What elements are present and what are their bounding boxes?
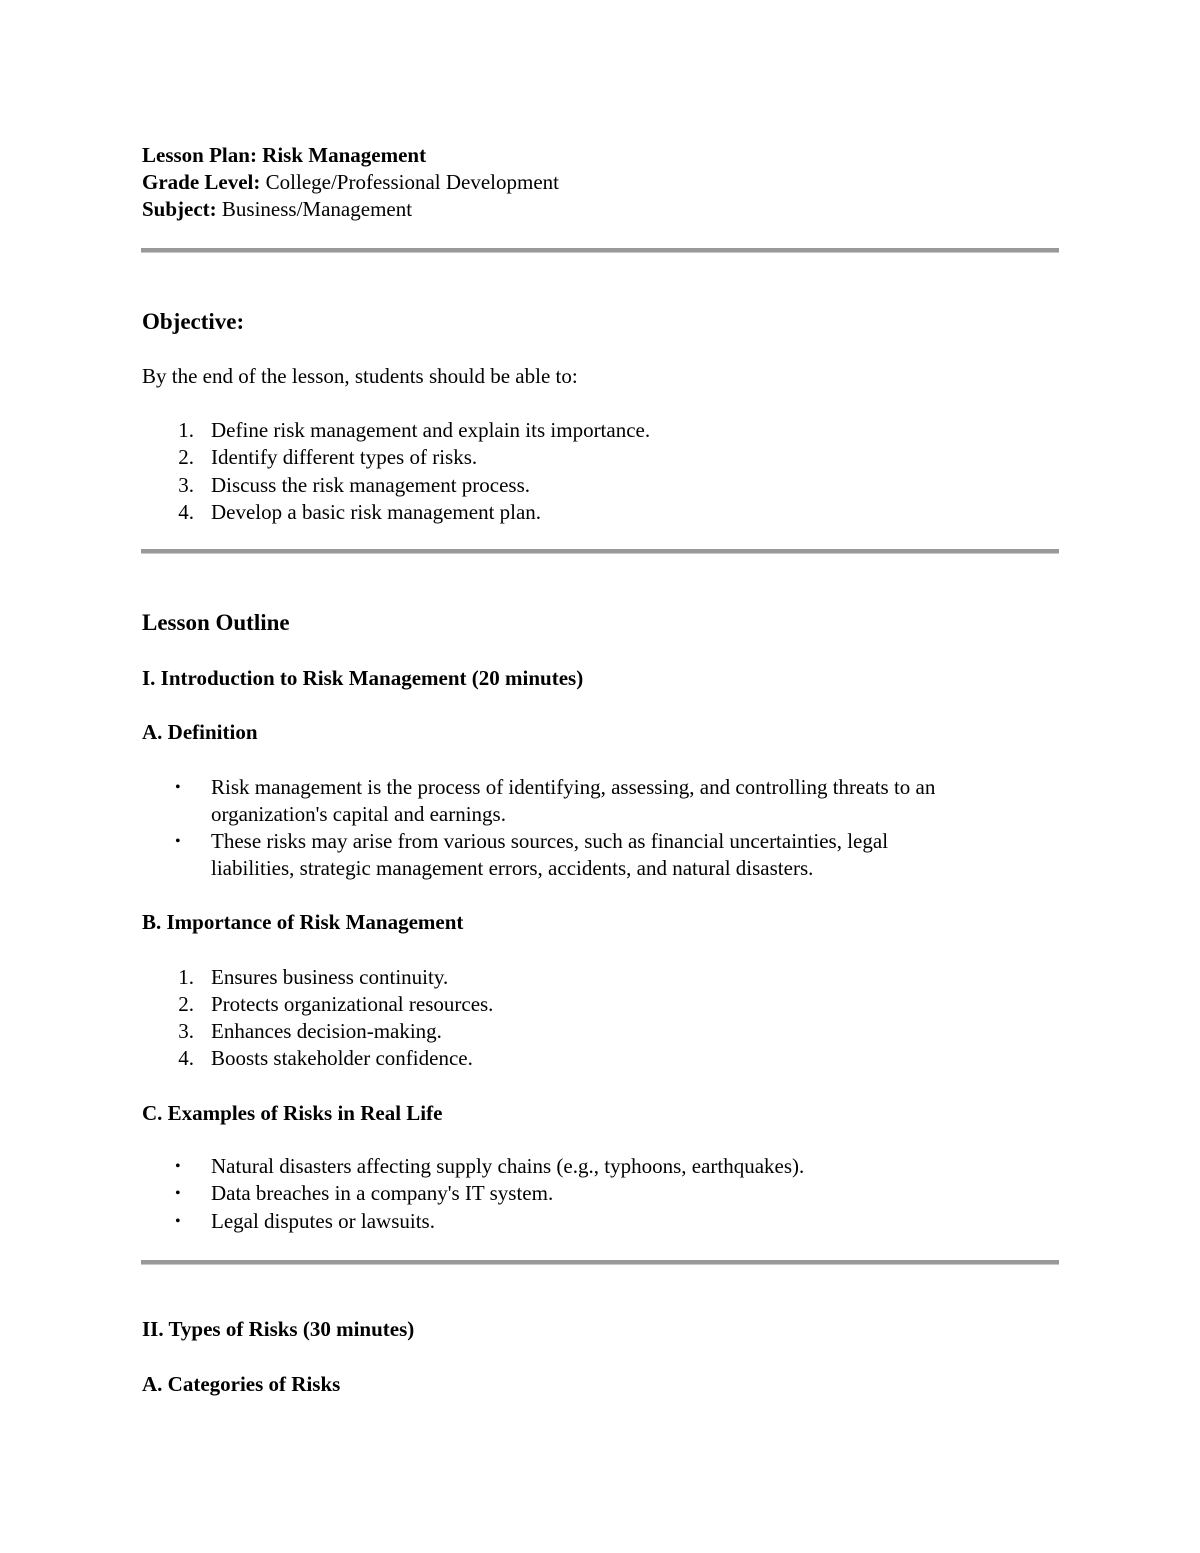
list-text: Boosts stakeholder confidence. bbox=[211, 1046, 473, 1070]
subsection-heading: A. Categories of Risks bbox=[142, 1372, 341, 1396]
list-text: Discuss the risk management process. bbox=[211, 473, 531, 497]
subject-label: Subject: bbox=[142, 197, 217, 221]
objective-heading: Objective: bbox=[142, 309, 245, 334]
subject-line bbox=[142, 196, 412, 223]
grade-level-label: Grade Level: bbox=[142, 170, 261, 194]
bullet-icon: • bbox=[175, 1185, 181, 1202]
list-text: Develop a basic risk management plan. bbox=[211, 500, 542, 524]
bullet-icon: • bbox=[175, 1213, 181, 1230]
list-text: Identify different types of risks. bbox=[211, 445, 478, 469]
bullet-icon: • bbox=[175, 1158, 181, 1175]
subsection-heading: A. Definition bbox=[142, 720, 258, 744]
list-number: 4. bbox=[178, 500, 194, 524]
list-text: Enhances decision-making. bbox=[211, 1019, 442, 1043]
objective-intro: By the end of the lesson, students should be able to: bbox=[142, 364, 578, 388]
list-text: Ensures business continuity. bbox=[211, 965, 449, 989]
grade-level-value: College/Professional Development bbox=[265, 170, 559, 194]
horizontal-divider bbox=[141, 549, 1059, 554]
outline-heading: Lesson Outline bbox=[142, 610, 290, 635]
section-heading: II. Types of Risks (30 minutes) bbox=[142, 1317, 415, 1341]
bullet-icon: • bbox=[175, 833, 181, 850]
section-heading: I. Introduction to Risk Management (20 minutes) bbox=[142, 666, 584, 690]
horizontal-divider bbox=[141, 248, 1059, 253]
list-text: Natural disasters affecting supply chains (e.g., typhoons, earthquakes). bbox=[211, 1154, 805, 1178]
bullet-icon: • bbox=[175, 779, 181, 796]
list-text: Legal disputes or lawsuits. bbox=[211, 1209, 435, 1233]
list-number: 2. bbox=[178, 992, 194, 1016]
list-text: Define risk management and explain its importance. bbox=[211, 418, 651, 442]
subject-value: Business/Management bbox=[221, 197, 413, 221]
subsection-heading: C. Examples of Risks in Real Life bbox=[142, 1101, 443, 1125]
list-number: 1. bbox=[178, 965, 194, 989]
list-text: These risks may arise from various sources, such as financial uncertainties, legal bbox=[211, 829, 889, 853]
list-number: 4. bbox=[178, 1046, 194, 1070]
list-text-continuation: organization's capital and earnings. bbox=[211, 802, 506, 826]
grade-level-line bbox=[142, 169, 559, 196]
list-number: 3. bbox=[178, 473, 194, 497]
list-text: Data breaches in a company's IT system. bbox=[211, 1181, 554, 1205]
list-number: 1. bbox=[178, 418, 194, 442]
subsection-heading: B. Importance of Risk Management bbox=[142, 910, 464, 934]
list-text: Protects organizational resources. bbox=[211, 992, 494, 1016]
list-text: Risk management is the process of identifying, assessing, and controlling threats to an bbox=[211, 775, 936, 799]
list-text-continuation: liabilities, strategic management errors, accidents, and natural disasters. bbox=[211, 856, 814, 880]
document-title: Lesson Plan: Risk Management bbox=[142, 143, 427, 167]
list-number: 2. bbox=[178, 445, 194, 469]
horizontal-divider bbox=[141, 1260, 1059, 1265]
list-number: 3. bbox=[178, 1019, 194, 1043]
